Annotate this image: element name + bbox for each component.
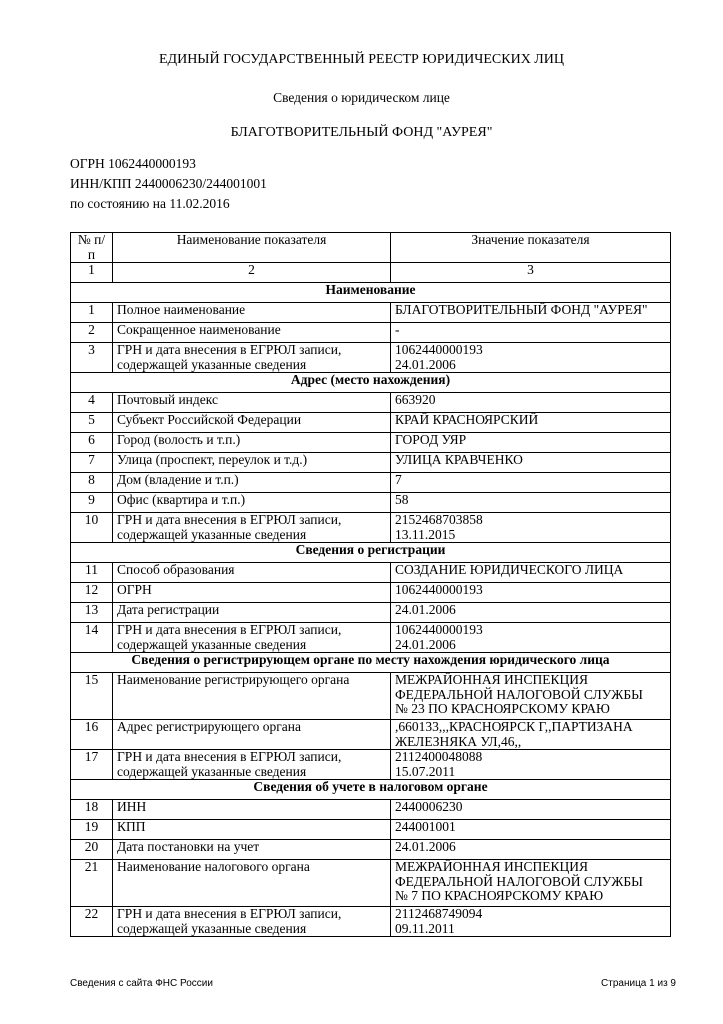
table-row: [71, 583, 671, 603]
row-number: 7: [71, 453, 113, 473]
indicator-name-line: Офис (квартира и т.п.): [117, 492, 246, 507]
indicator-name: [113, 393, 391, 413]
indicator-value-line: 663920: [395, 392, 436, 407]
table-row: [71, 303, 671, 323]
row-number: 15: [71, 673, 113, 720]
indicator-name-line: Наименование налогового органа: [117, 859, 310, 874]
indicator-name: [113, 493, 391, 513]
indicator-value: [391, 413, 671, 433]
section-header-row: [71, 780, 671, 800]
indicator-name: [113, 750, 391, 780]
indicator-name-line: Субъект Российской Федерации: [117, 412, 302, 427]
indicator-value: [391, 623, 671, 653]
table-row: [71, 493, 671, 513]
indicator-value-line: 244001001: [395, 819, 456, 834]
indicator-name: [113, 800, 391, 820]
registry-table: [70, 232, 671, 937]
indicator-value-line: КРАЙ КРАСНОЯРСКИЙ: [395, 412, 539, 427]
section-title: Адрес (место нахождения): [71, 373, 671, 393]
indicator-value: [391, 433, 671, 453]
table-row: [71, 433, 671, 453]
indicator-name-line: Улица (проспект, переулок и т.д.): [117, 452, 308, 467]
row-number: 18: [71, 800, 113, 820]
table-row: [71, 800, 671, 820]
indicator-name: [113, 840, 391, 860]
indicator-name: [113, 323, 391, 343]
row-number: 19: [71, 820, 113, 840]
indicator-value-line: БЛАГОТВОРИТЕЛЬНЫЙ ФОНД "АУРЕЯ": [395, 302, 648, 317]
row-number: 6: [71, 433, 113, 453]
row-number: 8: [71, 473, 113, 493]
ogrn-line: ОГРН 1062440000193: [70, 156, 196, 171]
document-subtitle: Сведения о юридическом лице: [273, 90, 450, 105]
indicator-name: [113, 720, 391, 750]
indicator-name-line: Дом (владение и т.п.): [117, 472, 239, 487]
indicator-value: [391, 750, 671, 780]
row-number: 16: [71, 720, 113, 750]
indicator-value-line: 24.01.2006: [395, 636, 456, 652]
indicator-name-line: Город (волость и т.п.): [117, 432, 241, 447]
table-row: [71, 820, 671, 840]
indicator-name: [113, 583, 391, 603]
registry-title: ЕДИНЫЙ ГОСУДАРСТВЕННЫЙ РЕЕСТР ЮРИДИЧЕСКИХ ЛИЦ: [158, 52, 565, 67]
table-column-numbers-row: [71, 263, 671, 283]
indicator-value-line: № 7 ПО КРАСНОЯРСКОМУ КРАЮ: [395, 888, 604, 903]
row-number: 21: [71, 860, 113, 907]
indicator-name-line: ГРН и дата внесения в ЕГРЮЛ записи,: [117, 512, 342, 527]
indicator-name-line: содержащей указанные сведения: [117, 636, 307, 652]
table-row: [71, 603, 671, 623]
indicator-name-line: Дата постановки на учет: [117, 839, 260, 854]
indicator-value: [391, 860, 671, 907]
indicator-name: [113, 623, 391, 653]
inn-kpp-line: ИНН/КПП 2440006230/244001001: [70, 176, 267, 191]
indicator-name-line: содержащей указанные сведения: [117, 526, 307, 542]
header-indicator: Наименование показателя: [113, 233, 391, 263]
section-title: Наименование: [71, 283, 671, 303]
indicator-value: [391, 673, 671, 720]
indicator-value: [391, 513, 671, 543]
table-row: [71, 413, 671, 433]
indicator-name-line: ГРН и дата внесения в ЕГРЮЛ записи,: [117, 749, 342, 764]
date-line: по состоянию на 11.02.2016: [70, 196, 230, 211]
table-header-row: [71, 233, 671, 263]
table-row: [71, 750, 671, 780]
indicator-name-line: КПП: [117, 819, 146, 834]
indicator-value: [391, 907, 671, 937]
row-number: 5: [71, 413, 113, 433]
indicator-value-line: 24.01.2006: [395, 839, 456, 854]
table-row: [71, 623, 671, 653]
indicator-name-line: ГРН и дата внесения в ЕГРЮЛ записи,: [117, 622, 342, 637]
indicator-name: [113, 433, 391, 453]
indicator-name-line: Дата регистрации: [117, 602, 220, 617]
column-number-3: 3: [391, 263, 671, 283]
table-row: [71, 840, 671, 860]
indicator-name: [113, 453, 391, 473]
row-number: 9: [71, 493, 113, 513]
indicator-value: [391, 453, 671, 473]
indicator-value-line: ФЕДЕРАЛЬНОЙ НАЛОГОВОЙ СЛУЖБЫ: [395, 686, 643, 702]
indicator-name-line: Адрес регистрирующего органа: [117, 719, 301, 734]
indicator-value: [391, 473, 671, 493]
indicator-value-line: ,660133,,,КРАСНОЯРСК Г,,ПАРТИЗАНА: [395, 719, 633, 734]
indicator-value: [391, 493, 671, 513]
indicator-value-line: СОЗДАНИЕ ЮРИДИЧЕСКОГО ЛИЦА: [395, 562, 624, 577]
indicator-name-line: Способ образования: [117, 562, 235, 577]
indicator-name: [113, 907, 391, 937]
table-row: [71, 473, 671, 493]
indicator-name: [113, 603, 391, 623]
table-row: [71, 393, 671, 413]
indicator-value-line: 2112400048088: [395, 749, 483, 764]
section-header-row: [71, 543, 671, 563]
indicator-value-line: 7: [395, 472, 402, 487]
indicator-value: [391, 583, 671, 603]
indicator-name-line: ГРН и дата внесения в ЕГРЮЛ записи,: [117, 906, 342, 921]
organization-name: БЛАГОТВОРИТЕЛЬНЫЙ ФОНД "АУРЕЯ": [230, 125, 493, 140]
indicator-value-line: ФЕДЕРАЛЬНОЙ НАЛОГОВОЙ СЛУЖБЫ: [395, 873, 643, 889]
row-number: 2: [71, 323, 113, 343]
row-number: 4: [71, 393, 113, 413]
indicator-name-line: Полное наименование: [117, 302, 246, 317]
indicator-name-line: Сокращенное наименование: [117, 322, 281, 337]
indicator-value-line: № 23 ПО КРАСНОЯРСКОМУ КРАЮ: [395, 701, 610, 716]
indicator-value-line: 09.11.2011: [395, 920, 455, 936]
section-header-row: [71, 653, 671, 673]
row-number: 3: [71, 343, 113, 373]
row-number: 13: [71, 603, 113, 623]
footer-page-number: Страница 1 из 9: [601, 978, 676, 989]
row-number: 20: [71, 840, 113, 860]
indicator-value-line: 1062440000193: [395, 622, 483, 637]
row-number: 22: [71, 907, 113, 937]
indicator-value-line: МЕЖРАЙОННАЯ ИНСПЕКЦИЯ: [395, 859, 589, 874]
indicator-value-line: 2112468749094: [395, 906, 483, 921]
indicator-name-line: содержащей указанные сведения: [117, 356, 307, 372]
indicator-name: [113, 860, 391, 907]
indicator-value-line: ГОРОД УЯР: [395, 432, 467, 447]
footer-source: Сведения с сайта ФНС России: [70, 978, 213, 989]
section-title: Сведения об учете в налоговом органе: [71, 780, 671, 800]
indicator-name: [113, 673, 391, 720]
table-row: [71, 720, 671, 750]
header-value: Значение показателя: [391, 233, 671, 263]
indicator-name-line: содержащей указанные сведения: [117, 763, 307, 779]
registry-table-body: [71, 233, 671, 937]
table-row: [71, 907, 671, 937]
indicator-name: [113, 343, 391, 373]
table-row: [71, 860, 671, 907]
indicator-value: [391, 800, 671, 820]
indicator-name-line: содержащей указанные сведения: [117, 920, 307, 936]
row-number: 14: [71, 623, 113, 653]
indicator-value-line: 13.11.2015: [395, 526, 456, 542]
indicator-value-line: ЖЕЛЕЗНЯКА УЛ,46,,: [395, 733, 522, 749]
indicator-name: [113, 473, 391, 493]
indicator-name-line: Почтовый индекс: [117, 392, 218, 407]
indicator-value-line: 24.01.2006: [395, 602, 456, 617]
column-number-2: 2: [113, 263, 391, 283]
indicator-name-line: Наименование регистрирующего органа: [117, 672, 350, 687]
indicator-name: [113, 413, 391, 433]
section-title: Сведения о регистрации: [71, 543, 671, 563]
indicator-value-line: УЛИЦА КРАВЧЕНКО: [395, 452, 523, 467]
row-number: 10: [71, 513, 113, 543]
indicator-value-line: 24.01.2006: [395, 356, 456, 372]
indicator-value-line: 15.07.2011: [395, 763, 456, 779]
indicator-value-line: 1062440000193: [395, 582, 483, 597]
indicator-value: [391, 563, 671, 583]
section-header-row: [71, 283, 671, 303]
indicator-value: [391, 303, 671, 323]
table-row: [71, 323, 671, 343]
indicator-value: [391, 323, 671, 343]
section-header-row: [71, 373, 671, 393]
indicator-value: [391, 393, 671, 413]
indicator-value: [391, 603, 671, 623]
row-number: 17: [71, 750, 113, 780]
indicator-name-line: ОГРН: [117, 582, 152, 597]
indicator-value-line: 58: [395, 492, 409, 507]
indicator-name-line: ИНН: [117, 799, 147, 814]
table-row: [71, 513, 671, 543]
indicator-value: [391, 820, 671, 840]
column-number-1: 1: [71, 263, 113, 283]
indicator-value-line: 2440006230: [395, 799, 463, 814]
row-number: 11: [71, 563, 113, 583]
indicator-name: [113, 563, 391, 583]
table-row: [71, 563, 671, 583]
table-row: [71, 343, 671, 373]
indicator-value-line: 2152468703858: [395, 512, 483, 527]
indicator-name: [113, 513, 391, 543]
indicator-value-line: -: [395, 322, 400, 337]
table-row: [71, 673, 671, 720]
table-row: [71, 453, 671, 473]
indicator-value: [391, 840, 671, 860]
indicator-value-line: МЕЖРАЙОННАЯ ИНСПЕКЦИЯ: [395, 672, 589, 687]
indicator-value: [391, 343, 671, 373]
row-number: 1: [71, 303, 113, 323]
indicator-value-line: 1062440000193: [395, 342, 483, 357]
header-number: № п/п: [71, 233, 113, 263]
indicator-name: [113, 303, 391, 323]
indicator-name: [113, 820, 391, 840]
section-title: Сведения о регистрирующем органе по месту нахождения юридического лица: [71, 653, 671, 673]
row-number: 12: [71, 583, 113, 603]
indicator-value: [391, 720, 671, 750]
indicator-name-line: ГРН и дата внесения в ЕГРЮЛ записи,: [117, 342, 342, 357]
